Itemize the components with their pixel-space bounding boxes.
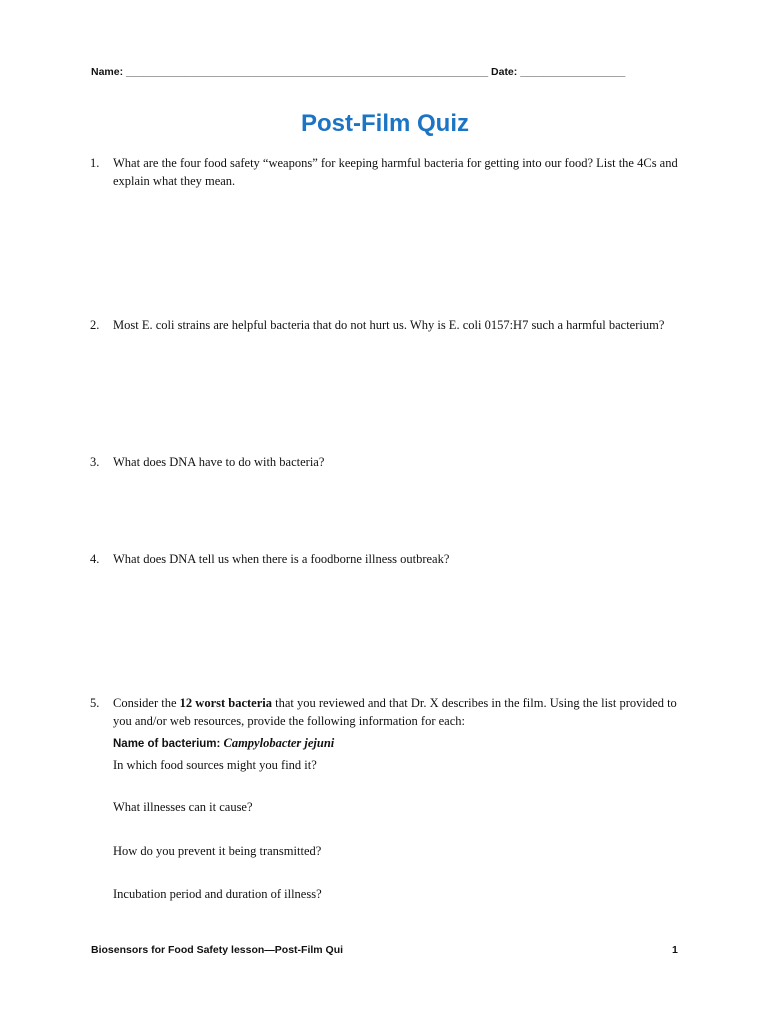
question-number: 5. xyxy=(90,696,100,710)
prompt-prevention: How do you prevent it being transmitted? xyxy=(113,844,322,858)
page-title: Post-Film Quiz xyxy=(301,110,469,137)
question-text: What does DNA have to do with bacteria? xyxy=(113,455,325,469)
question-number: 1. xyxy=(90,156,100,170)
question-4 xyxy=(90,550,680,568)
question-5 xyxy=(90,694,680,730)
prompt-incubation: Incubation period and duration of illness? xyxy=(113,887,322,901)
prompt-illnesses: What illnesses can it cause? xyxy=(113,800,253,814)
date-blank-line: __________________ xyxy=(520,66,626,78)
page-number: 1 xyxy=(672,944,678,956)
question-text: Most E. coli strains are helpful bacteria that do not hurt us. Why is E. coli 0157:H7 such a harmful bacterium? xyxy=(113,318,665,332)
question-3 xyxy=(90,453,680,471)
bacterium-name-row xyxy=(113,736,334,751)
question-text-bold: 12 worst bacteria xyxy=(179,696,273,710)
question-text: What are the four food safety “weapons” for keeping harmful bacteria for getting into our food? List the 4Cs and explain what they mean. xyxy=(113,156,678,188)
question-2 xyxy=(90,316,680,334)
question-number: 2. xyxy=(90,318,100,332)
name-blank-line: ______________________________________________________________ xyxy=(126,66,489,78)
question-text xyxy=(113,694,680,730)
question-text-start: Consider the xyxy=(113,696,180,710)
footer-lesson-title: Biosensors for Food Safety lesson—Post-Film Qui xyxy=(91,944,344,956)
name-date-header xyxy=(91,66,625,78)
name-label: Name: xyxy=(91,66,124,78)
date-label: Date: xyxy=(491,66,518,78)
question-text-end: that you reviewed and that Dr. X describes in the film. Using the list provided to you and/or web resources, provide the following information for each: xyxy=(113,696,677,728)
question-number: 4. xyxy=(90,552,100,566)
bacterium-name-value: Campylobacter jejuni xyxy=(223,736,335,750)
prompt-food-sources: In which food sources might you find it? xyxy=(113,758,317,772)
question-text: What does DNA tell us when there is a foodborne illness outbreak? xyxy=(113,552,450,566)
bacterium-name-label: Name of bacterium: xyxy=(113,738,221,750)
question-1 xyxy=(90,154,680,190)
question-number: 3. xyxy=(90,455,100,469)
